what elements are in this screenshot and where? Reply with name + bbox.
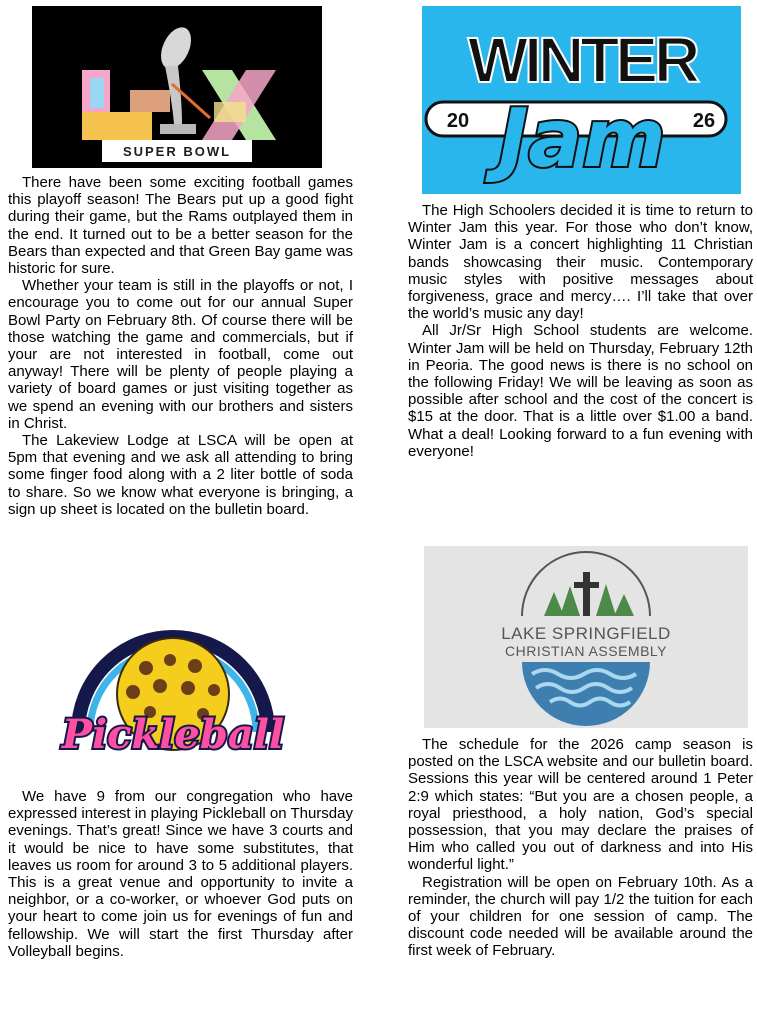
pickleball-article	[8, 788, 353, 960]
camp-paragraph-2: Registration will be open on February 10th. As a reminder, the church will pay 1/2 the tuition for each of your children for one session of camp. The discount code needed will be available around the first week of February.	[408, 873, 753, 960]
lsca-logo-line2: CHRISTIAN ASSEMBLY	[504, 643, 668, 659]
superbowl-logo-text: SUPER BOWL	[122, 144, 232, 159]
pickleball-logo-text: Pickleball	[61, 711, 285, 758]
camp-article	[408, 736, 753, 960]
superbowl-logo-image	[32, 6, 322, 168]
pickleball-paragraph-1: We have 9 from our congregation who have expressed interest in playing Pickleball on Thursday evenings. That’s great! Since we have 3 courts and it would be nice to have some substitutes, that leaves us room for around 3 to 5 additional players. This is a great venue and opportunity to invite a neighbor, or a co-worker, or whoever God puts on your heart to come join us for evenings of fun and fellowship. We will start the first Thursday after Volleyball begins.	[8, 788, 353, 960]
superbowl-article	[8, 174, 353, 518]
trophy-icon	[155, 23, 197, 134]
winterjam-paragraph-2: All Jr/Sr High School students are welcome. Winter Jam will be held on Thursday, February 12th in Peoria. The good news is there is no school on the following Friday! We will be leaving as soon as possible after school and the cost of the concert is $15 at the door. That is a little over $1.00 a band. What a deal! Looking forward to a fun evening with everyone!	[408, 322, 753, 460]
winterjam-logo-image	[422, 6, 741, 194]
winterjam-year-left: 20	[446, 110, 470, 132]
superbowl-paragraph-1: There have been some exciting football games this playoff season! The Bears put up a good fight during their game, but the Rams outplayed them in the end. It turned out to be a better season for the Bears than expected and that Green Bay game was historic for sure.	[8, 174, 353, 278]
winterjam-article	[408, 202, 753, 460]
superbowl-paragraph-2: Whether your team is still in the playoffs or not, I encourage you to come out for our annual Super Bowl Party on February 8th. Of course there will be those watching the game and commercials, but if your are not interested in football, come out anyway! There will be plenty of people playing a variety of board games or just visiting together as we spend an evening with our brothers and sisters in Christ.	[8, 277, 353, 432]
superbowl-paragraph-3: The Lakeview Lodge at LSCA will be open at 5pm that evening and we ask all attending to bring some finger food along with a 2 liter bottle of soda to share. So we know what everyone is bringing, a sign up sheet is located on the bulletin board.	[8, 432, 353, 518]
winterjam-jam-text: Jam	[498, 92, 666, 185]
winterjam-year-right: 26	[692, 110, 716, 132]
lsca-logo-image	[424, 546, 748, 728]
camp-paragraph-1: The schedule for the 2026 camp season is posted on the LSCA website and our bulletin board. Sessions this year will be centered around 1 Peter 2:9 which states: “But you are a chosen people, a royal priesthood, a holy nation, God’s special possession, that you may declare the praises of Him who called you out of darkness and into His wonderful light.”	[408, 736, 753, 874]
winterjam-title-text: WINTER	[467, 24, 697, 96]
pickleball-logo-image	[38, 622, 308, 772]
lsca-logo-line1: LAKE SPRINGFIELD	[501, 624, 671, 643]
winterjam-paragraph-1: The High Schoolers decided it is time to return to Winter Jam this year. For those who don’t know, Winter Jam is a concert highlighting 11 Christian bands showcasing their music. Contemporary music styles with positive messages about forgiveness, grace and mercy…. I’ll take that over the world’s music any day!	[408, 202, 753, 323]
